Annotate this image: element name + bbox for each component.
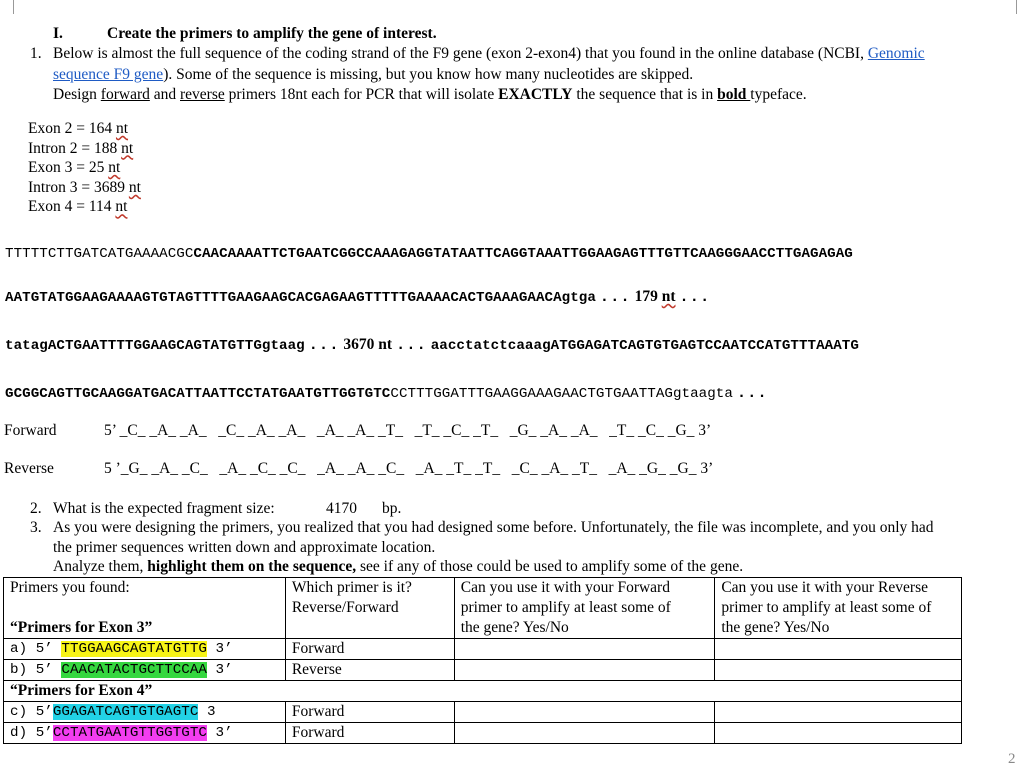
ellipsis: ...	[308, 336, 340, 354]
sequence-line-4	[5, 384, 768, 402]
page-corner-mark-left	[13, 0, 14, 14]
primer-c-reverse-answer[interactable]	[715, 702, 962, 723]
length-unit: nt	[108, 159, 121, 177]
primer-b-forward-answer[interactable]	[454, 660, 715, 681]
primer-a-forward-answer[interactable]	[454, 639, 715, 660]
q2-number: 2.	[30, 500, 42, 517]
skipped-count: 179	[634, 288, 662, 305]
primer-c-forward-answer[interactable]	[454, 702, 715, 723]
ellipsis: ...	[599, 288, 631, 306]
header-text: Reverse/Forward	[291, 599, 399, 616]
primer-suffix: 3	[198, 704, 216, 720]
primer-prefix: a) 5’	[10, 641, 62, 657]
genomic-link[interactable]: Genomic	[867, 45, 925, 62]
length-label: Exon 4 = 114	[28, 198, 116, 216]
header-forward-compat	[454, 578, 715, 639]
primer-b-type[interactable]: Reverse	[285, 660, 454, 681]
primer-suffix: 3’	[206, 641, 233, 657]
header-text: primer to amplify at least some of	[721, 599, 932, 616]
lengths-list	[28, 119, 141, 217]
header-text: Can you use it with your Reverse	[721, 579, 928, 596]
reverse-word: reverse	[180, 86, 225, 103]
forward-label: Forward	[4, 422, 57, 439]
sequence-bold: tatagACTGAATTTTGGAAGCAGTATGTTGgtaag	[5, 338, 305, 354]
primer-d-reverse-answer[interactable]	[715, 723, 962, 744]
q3-line-2: the primer sequences written down and approximate location.	[53, 539, 436, 556]
primers-table	[3, 577, 962, 744]
reverse-label: Reverse	[4, 460, 54, 477]
primer-c-type[interactable]: Forward	[285, 702, 454, 723]
q1-text-3b: and	[149, 86, 180, 103]
q3-text-post: see if any of those could be used to amplify some of the gene.	[356, 558, 744, 575]
q1-text-3a: Design	[53, 86, 101, 103]
skipped-count: 3670 nt	[343, 336, 393, 353]
primer-sequence: GGAGATCAGTGTGAGTC	[52, 704, 199, 720]
q1-line-1	[53, 45, 925, 63]
primer-suffix: 3’	[206, 725, 233, 741]
skipped-unit: nt	[661, 288, 676, 305]
q1-text: Below is almost the full sequence of the coding strand of the F9 gene (exon 2-exon4) that you found in the online database (NCBI,	[53, 45, 868, 62]
reverse-primer-answer: 5 ’_G_ _A_ _C_ _A_ _C_ _C_ _A_ _A_ _C_ _A_ _T_ _T_ _C_ _A_ _T_ _A_ _G_ _G_ 3’	[104, 460, 714, 477]
q3-line-1: As you were designing the primers, you realized that you had designed some before. Unfortunately, the file was incomplete, and you only had	[53, 519, 934, 536]
table-row	[4, 723, 962, 744]
primer-prefix: d) 5’	[10, 725, 53, 741]
forward-primer-answer: 5’ _C_ _A_ _A_ _C_ _A_ _A_ _A_ _A_ _T_ _T_ _C_ _T_ _G_ _A_ _A_ _T_ _C_ _G_ 3’	[104, 422, 712, 439]
primer-a-reverse-answer[interactable]	[715, 639, 962, 660]
q3-bold-instruction: highlight them on the sequence,	[147, 558, 357, 575]
group-exon3-label: “Primers for Exon 3”	[10, 619, 153, 636]
primer-a-type[interactable]: Forward	[285, 639, 454, 660]
primer-b-reverse-answer[interactable]	[715, 660, 962, 681]
header-text: the gene? Yes/No	[460, 619, 569, 636]
primer-suffix: 3’	[206, 662, 233, 678]
length-unit: nt	[121, 139, 134, 157]
length-intron2	[28, 139, 141, 159]
length-exon2	[28, 119, 141, 139]
table-row	[4, 660, 962, 681]
sequence-bold: AATGTATGGAAGAAAAGTGTAGTTTTGAAGAAGCACGAGAAGTTTTTGAAAACACTGAAAGAACAgtga	[5, 290, 596, 306]
length-label: Exon 3 = 25	[28, 159, 109, 177]
primer-prefix: c) 5’	[10, 704, 53, 720]
sequence-line-1	[5, 246, 853, 262]
header-text: the gene? Yes/No	[721, 619, 830, 636]
primer-d	[4, 723, 286, 744]
q3-line-3	[53, 558, 743, 576]
primer-a	[4, 639, 286, 660]
primer-c	[4, 702, 286, 723]
q1-text-3d: the sequence that is in	[572, 86, 718, 103]
genomic-link-continued[interactable]: sequence F9 gene	[53, 66, 164, 83]
primer-sequence: CCTATGAATGTTGGTGTC	[52, 725, 207, 741]
q2-answer-value: 4170	[326, 500, 357, 517]
q1-text-3c: primers 18nt each for PCR that will isolate	[224, 86, 499, 103]
length-unit: nt	[115, 198, 128, 216]
primer-b	[4, 660, 286, 681]
q1-line-3	[53, 86, 807, 104]
sequence-line-3	[5, 336, 859, 354]
section-numeral: I.	[53, 25, 63, 42]
header-text: primer to amplify at least some of	[460, 599, 671, 616]
length-intron3	[28, 178, 141, 198]
q1-number: 1.	[30, 45, 42, 62]
sequence-plain: TTTTTCTTGATCATGAAAACGC	[5, 246, 194, 262]
table-row	[4, 639, 962, 660]
header-reverse-compat	[715, 578, 962, 639]
q2-text: What is the expected fragment size:	[53, 500, 275, 517]
table-row	[4, 702, 962, 723]
header-text: Which primer is it?	[291, 579, 412, 596]
sequence-bold: aacctatctcaaagATGGAGATCAGTGTGAGTCCAATCCATGTTTAAATG	[430, 338, 859, 354]
header-text: Primers you found:	[10, 579, 130, 596]
primer-sequence: CAACATACTGCTTCCAA	[61, 662, 207, 678]
length-label: Exon 2 = 164	[28, 120, 116, 137]
bold-word: bold	[717, 86, 751, 103]
sequence-bold: CAACAAAATTCTGAATCGGCCAAAGAGGTATAATTCAGGTAAATTGGAAGAGTTTGTTCAAGGGAACCTTGAGAGAG	[193, 246, 853, 262]
sequence-bold: GCGGCAGTTGCAAGGATGACATTAATTCCTATGAATGTTGGTGTC	[5, 386, 391, 402]
q1-text-3e: typeface.	[750, 86, 807, 103]
table-header-row	[4, 578, 962, 639]
length-exon4	[28, 197, 141, 217]
ellipsis: ...	[679, 288, 711, 306]
group-exon4-label: “Primers for Exon 4”	[4, 681, 962, 702]
header-primers-found	[4, 578, 286, 639]
table-group-row	[4, 681, 962, 702]
page-number: 2	[1008, 751, 1016, 767]
length-unit: nt	[115, 120, 129, 137]
q1-text-2: ). Some of the sequence is missing, but you know how many nucleotides are skipped.	[163, 66, 694, 83]
ellipsis: ...	[395, 336, 427, 354]
length-exon3	[28, 158, 141, 178]
q3-text: Analyze them,	[53, 558, 148, 575]
length-label: Intron 2 = 188	[28, 139, 122, 157]
sequence-line-2	[5, 288, 710, 306]
header-which-primer	[285, 578, 454, 639]
sequence-plain: CCTTTGGATTTGAAGGAAAGAACTGTGAATTAGgtaagta	[390, 386, 733, 402]
primer-sequence: TTGGAAGCAGTATGTTG	[61, 641, 207, 657]
section-title: Create the primers to amplify the gene of interest.	[107, 25, 437, 42]
page-corner-mark-right	[1016, 0, 1017, 14]
exactly-word: EXACTLY	[498, 86, 573, 103]
primer-d-type[interactable]: Forward	[285, 723, 454, 744]
ellipsis: ...	[736, 384, 768, 402]
length-label: Intron 3 = 3689	[28, 178, 129, 196]
q2-unit: bp.	[382, 500, 402, 517]
length-unit: nt	[128, 178, 141, 196]
primer-prefix: b) 5’	[10, 662, 62, 678]
primer-d-forward-answer[interactable]	[454, 723, 715, 744]
q1-line-2	[53, 66, 693, 84]
forward-word: forward	[100, 86, 150, 103]
q3-number: 3.	[30, 519, 42, 536]
header-text: Can you use it with your Forward	[460, 579, 670, 596]
